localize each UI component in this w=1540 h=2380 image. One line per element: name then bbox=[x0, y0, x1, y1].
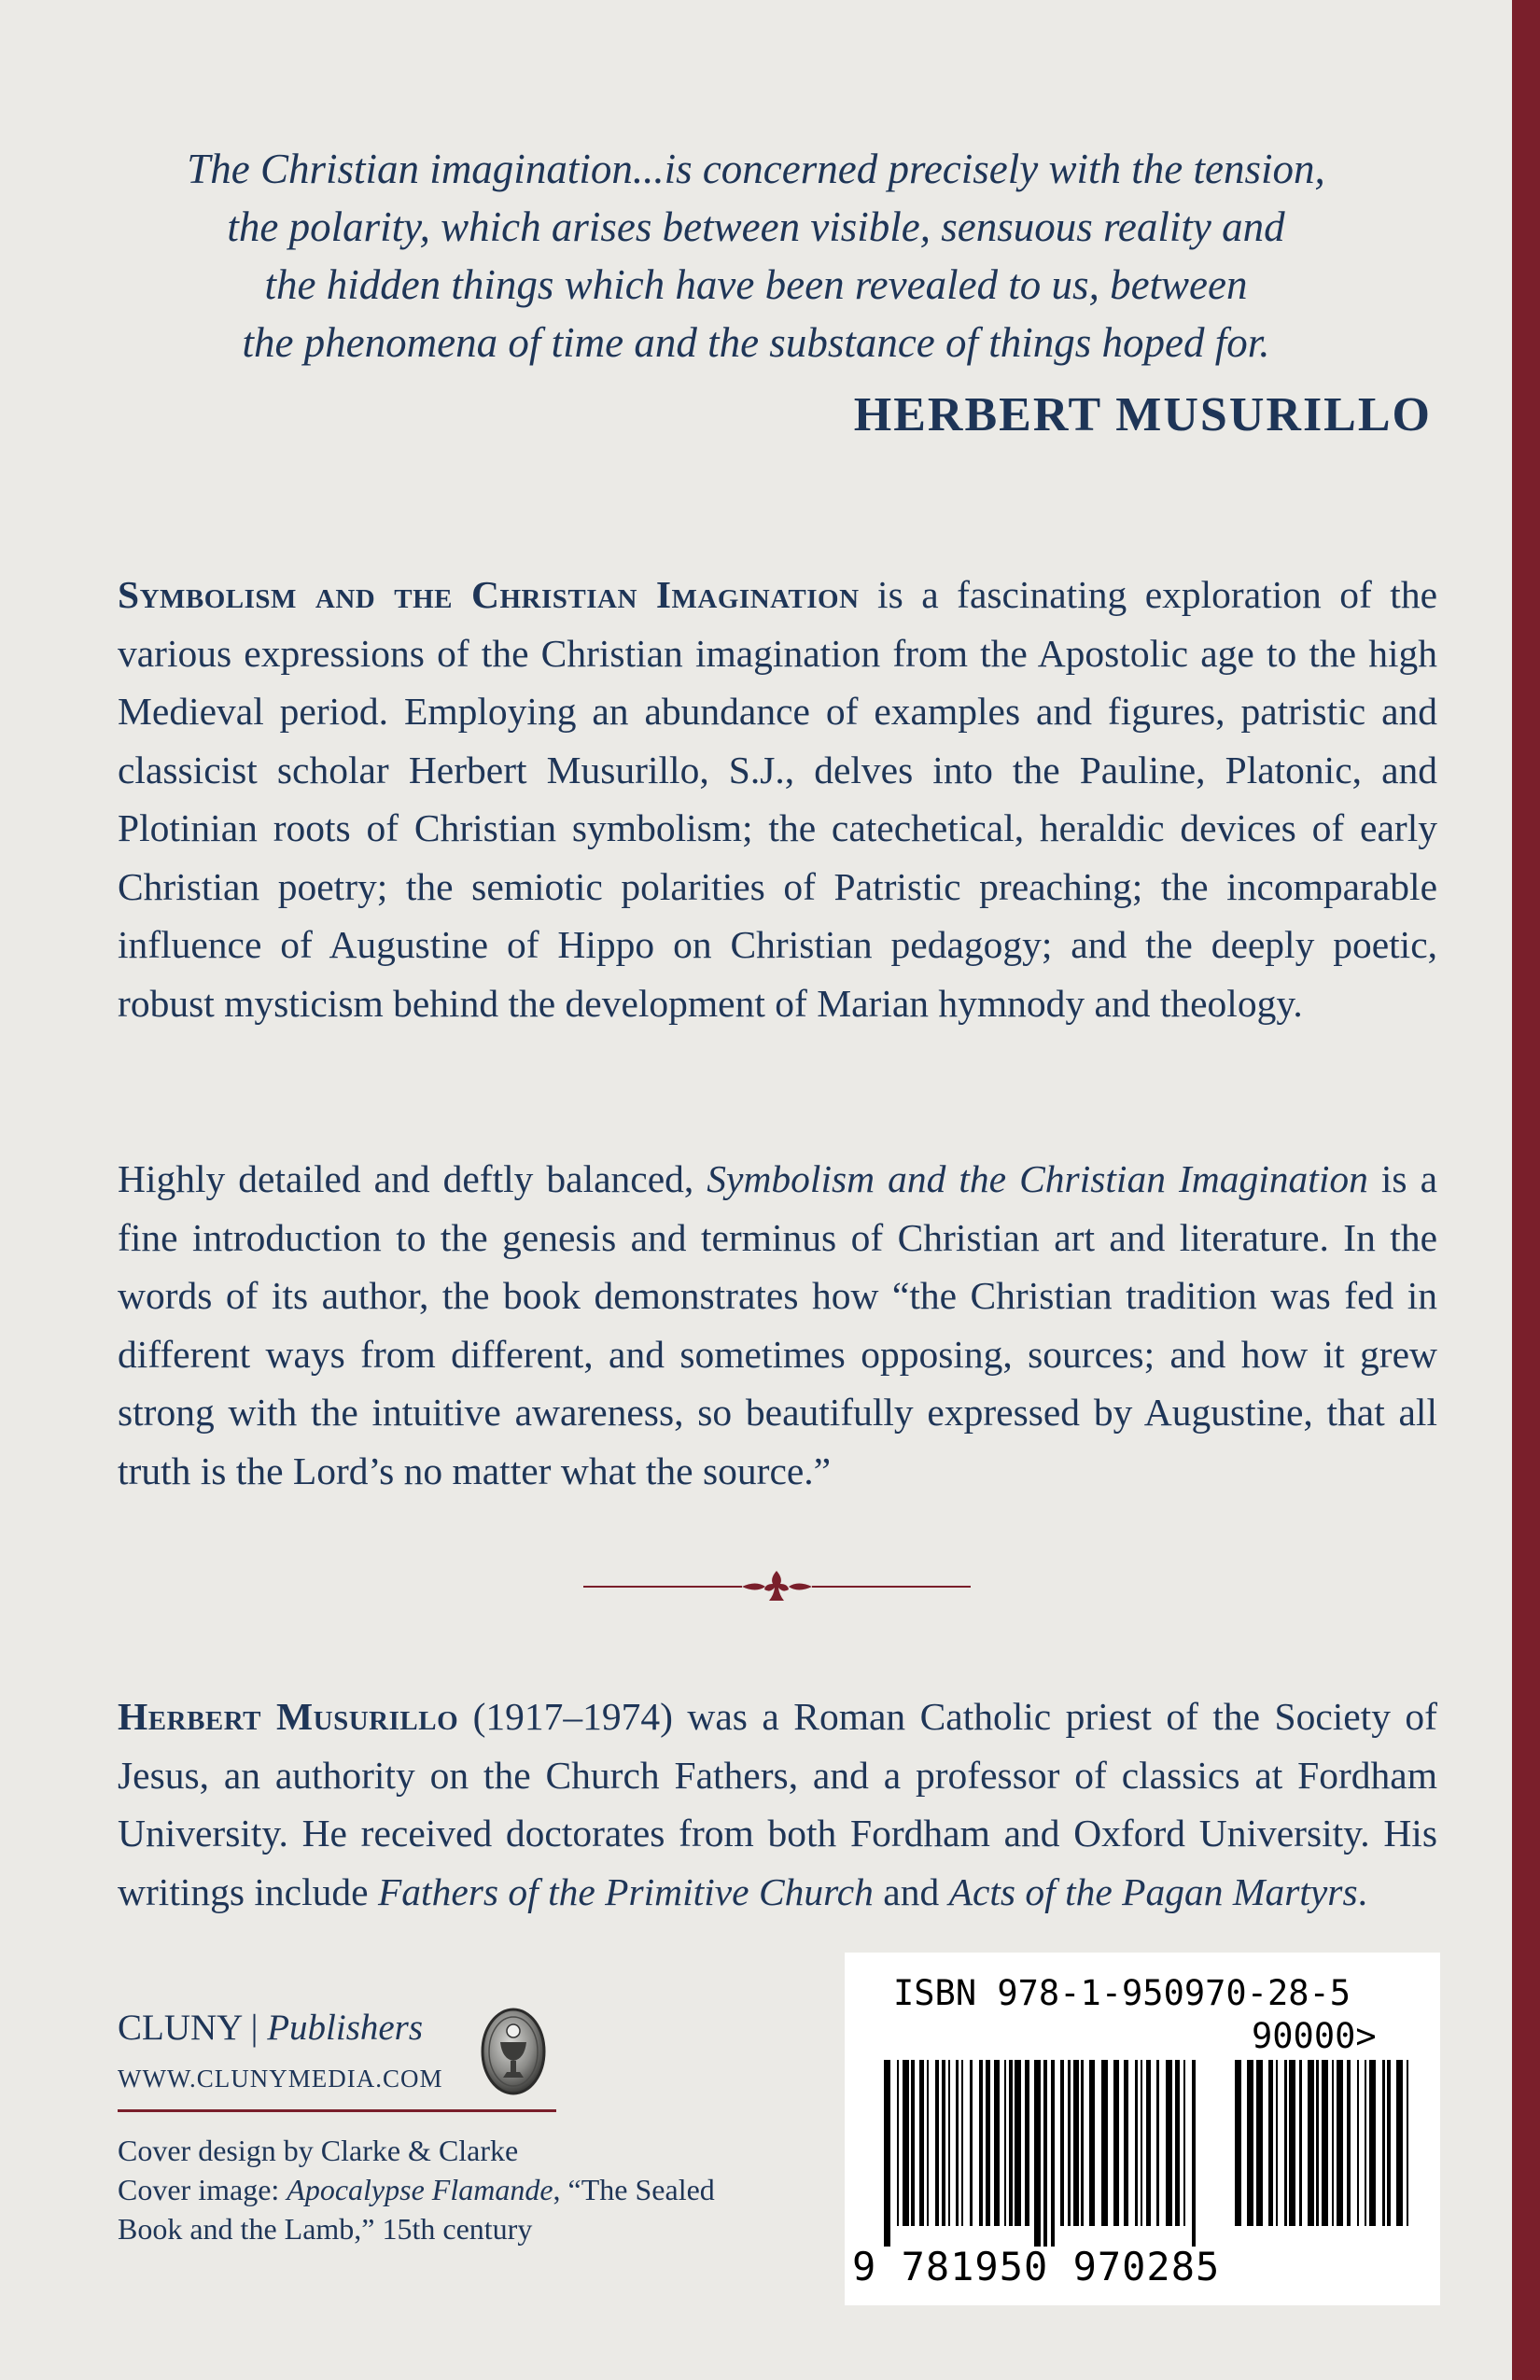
description-paragraph-2 bbox=[118, 1150, 1437, 1500]
epigraph-author: HERBERT MUSURILLO bbox=[853, 388, 1432, 441]
barcode-bar bbox=[1357, 2060, 1359, 2226]
publisher-name bbox=[118, 2007, 423, 2049]
barcode-bar bbox=[935, 2060, 939, 2226]
barcode-bar bbox=[1192, 2060, 1196, 2247]
barcode-bar bbox=[970, 2060, 973, 2226]
barcode-bar bbox=[1407, 2060, 1408, 2226]
barcode-bar bbox=[1276, 2060, 1278, 2226]
epigraph-line: the hidden things which have been revealed to us, between bbox=[264, 261, 1248, 308]
cover-design-credit: Cover design by Clarke & Clarke bbox=[118, 2134, 519, 2167]
barcode-bar bbox=[1387, 2060, 1391, 2226]
fleuron-divider bbox=[583, 1563, 971, 1610]
publisher-block bbox=[118, 2007, 556, 2119]
barcode-bar bbox=[1235, 2060, 1241, 2226]
barcode-bar bbox=[1175, 2060, 1180, 2226]
barcode-bar bbox=[1337, 2060, 1343, 2226]
price-addon-label: 90000> bbox=[1252, 2016, 1377, 2056]
author-name: Herbert Musurillo bbox=[118, 1695, 459, 1738]
barcode-bar bbox=[1068, 2060, 1071, 2226]
barcode-bar bbox=[1156, 2060, 1159, 2226]
book-title: Symbolism and the Christian Imagination bbox=[707, 1157, 1368, 1200]
barcode-bar bbox=[1396, 2060, 1403, 2226]
barcode-bar bbox=[1256, 2060, 1263, 2226]
barcode-bar bbox=[1284, 2060, 1287, 2226]
epigraph-quote bbox=[131, 140, 1381, 371]
epigraph-line: the phenomena of time and the substance of things hoped for. bbox=[242, 319, 1270, 366]
book-title: Symbolism and the Christian Imagination bbox=[118, 573, 860, 616]
barcode-bar bbox=[956, 2060, 959, 2226]
barcode-bar bbox=[927, 2060, 929, 2226]
barcode-bar bbox=[1113, 2060, 1119, 2226]
cover-image-credit bbox=[118, 2170, 771, 2248]
epigraph-line: The Christian imagination...is concerned precisely with the tension, bbox=[187, 146, 1325, 192]
isbn-label: ISBN 978-1-950970-28-5 bbox=[893, 1973, 1351, 2013]
barcode-bar bbox=[986, 2060, 990, 2226]
cover-credits bbox=[118, 2131, 771, 2248]
publisher-url[interactable]: WWW.CLUNYMEDIA.COM bbox=[118, 2065, 443, 2093]
barcode-bar bbox=[1081, 2060, 1084, 2226]
barcode-bar bbox=[1268, 2060, 1273, 2226]
credit-label: Cover image: bbox=[118, 2173, 287, 2206]
barcode-bar bbox=[961, 2060, 963, 2226]
barcode-bar bbox=[919, 2060, 924, 2226]
barcode-panel bbox=[845, 1953, 1440, 2305]
barcode-bar bbox=[948, 2060, 950, 2226]
publisher-rule bbox=[118, 2109, 556, 2112]
barcode-bar bbox=[1365, 2060, 1366, 2226]
barcode-bar bbox=[994, 2060, 1000, 2226]
spine-band bbox=[1512, 0, 1540, 2380]
barcode-bar bbox=[911, 2060, 915, 2226]
barcode-bar bbox=[1101, 2060, 1108, 2226]
barcode-bar bbox=[1382, 2060, 1385, 2226]
publisher-separator: | bbox=[241, 2008, 268, 2048]
barcode-bar bbox=[1146, 2060, 1151, 2226]
barcode-bar bbox=[942, 2060, 945, 2226]
barcode-bar bbox=[903, 2060, 909, 2226]
barcode-bar bbox=[1073, 2060, 1079, 2226]
barcode-bar bbox=[979, 2060, 983, 2226]
barcode-bar bbox=[1043, 2060, 1047, 2247]
barcode-bar bbox=[1141, 2060, 1142, 2226]
description-text: is a fascinating exploration of the various expressions of the Christian imagination from the Apostolic age to the high Medieval period. Employing an abundance of examples and figures, patristic and classicist scholar Herbert Musurillo, S.J., delves into the Pauline, Platonic, and Plotinian roots of Christian symbolism; the catechetical, heraldic devices of early Christian poetry; the semiotic polarities of Patristic preaching; the incomparable influence of Augustine of Hippo on Christian pedagogy; and the deeply poetic, robust mysticism behind the development of Marian hymnody and theology. bbox=[118, 573, 1437, 1025]
barcode-bar bbox=[1332, 2060, 1334, 2226]
book-title: Acts of the Pagan Martyrs bbox=[948, 1869, 1358, 1913]
description-paragraph-1 bbox=[118, 566, 1437, 1032]
publisher-label: Publishers bbox=[267, 2008, 424, 2048]
barcode-bar bbox=[1166, 2060, 1172, 2226]
barcode-bar bbox=[1369, 2060, 1376, 2226]
barcode-bar bbox=[1004, 2060, 1006, 2226]
bio-text: (1917–1974) was a Roman Catholic priest of the Society of Jesus, an authority on the Church Fathers, and a professor of classics at Fordham University. He received doctorates from both Fordham and Oxford University. His writings include bbox=[118, 1695, 1437, 1913]
barcode-bar bbox=[884, 2060, 890, 2247]
barcode-bar bbox=[1051, 2060, 1055, 2247]
addon-barcode bbox=[1235, 2060, 1412, 2247]
barcode-bar bbox=[1034, 2060, 1041, 2247]
barcode-bar bbox=[1347, 2060, 1351, 2226]
book-title: Fathers of the Primitive Church bbox=[377, 1869, 874, 1913]
barcode-digits: 9 781950 970285 bbox=[852, 2244, 1221, 2289]
barcode-bar bbox=[1322, 2060, 1328, 2226]
barcode-bar bbox=[1060, 2060, 1064, 2226]
ean-barcode bbox=[884, 2060, 1201, 2247]
barcode-bar bbox=[1124, 2060, 1128, 2226]
barcode-bar bbox=[1289, 2060, 1295, 2226]
barcode-bar bbox=[1183, 2060, 1185, 2226]
barcode-bar bbox=[1089, 2060, 1095, 2226]
barcode-bar bbox=[1299, 2060, 1302, 2226]
credit-title: Apocalypse Flamande bbox=[287, 2173, 553, 2206]
barcode-bar bbox=[1247, 2060, 1253, 2226]
barcode-bar bbox=[1308, 2060, 1314, 2226]
publisher-wordmark: CLUNY bbox=[118, 2008, 242, 2048]
bio-text: and bbox=[873, 1869, 949, 1913]
barcode-bar bbox=[1015, 2060, 1021, 2226]
chalice-seal-icon bbox=[480, 2007, 547, 2096]
barcode-bar bbox=[1135, 2060, 1138, 2226]
barcode-bar bbox=[897, 2060, 899, 2226]
epigraph-line: the polarity, which arises between visible, sensuous reality and bbox=[227, 203, 1285, 250]
author-bio bbox=[118, 1687, 1437, 1921]
barcode-bar bbox=[1025, 2060, 1029, 2226]
description-text: is a fine introduction to the genesis and terminus of Christian art and literature. In the words of its author, the book demonstrates how “the Christian tradition was fed in different ways from different, and sometimes opposing, sources; and how it grew strong with the intuitive awareness, so beautifully expressed by Augustine, that all truth is the Lord’s no matter what the source.” bbox=[118, 1157, 1437, 1492]
description-text: Highly detailed and deftly balanced, bbox=[118, 1157, 707, 1200]
bio-text: . bbox=[1357, 1869, 1367, 1913]
barcode-bar bbox=[1316, 2060, 1319, 2226]
barcode-bar bbox=[1009, 2060, 1013, 2226]
credit-text: , “The Sealed Book and the Lamb,” 15th century bbox=[118, 2173, 715, 2246]
